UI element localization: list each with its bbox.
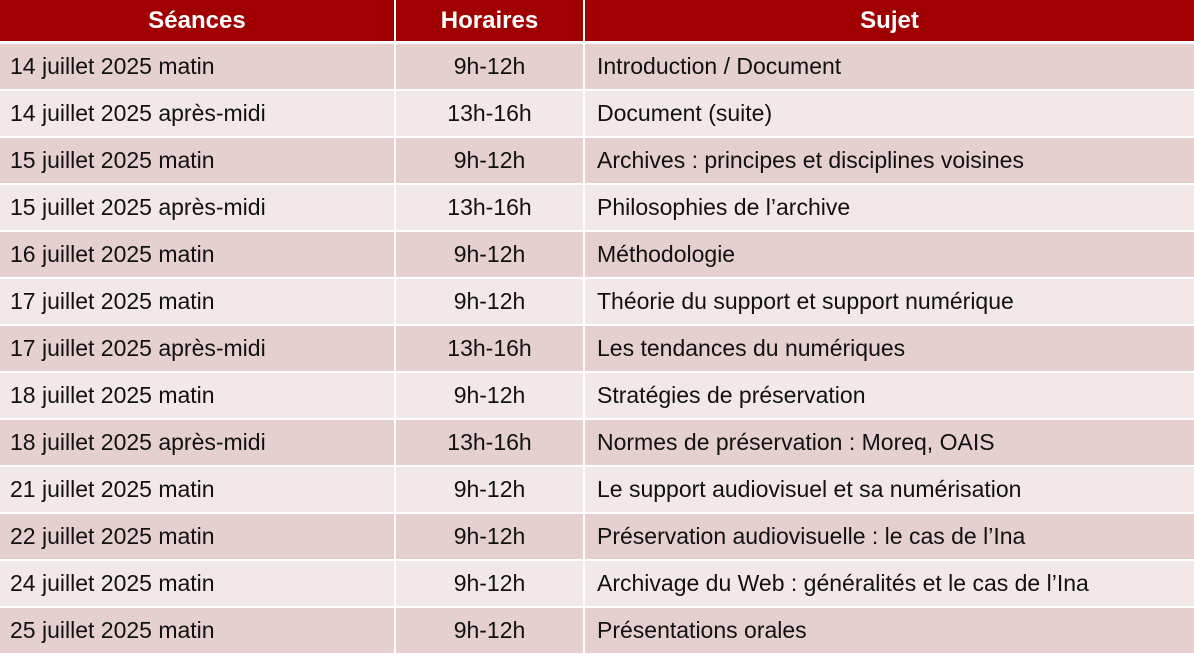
cell-sujet: Document (suite) bbox=[585, 91, 1194, 138]
cell-sujet: Philosophies de l’archive bbox=[585, 185, 1194, 232]
cell-horaire: 9h-12h bbox=[396, 44, 585, 91]
table-row bbox=[0, 138, 1194, 185]
cell-sujet: Introduction / Document bbox=[585, 44, 1194, 91]
table-row bbox=[0, 467, 1194, 514]
cell-sujet: Théorie du support et support numérique bbox=[585, 279, 1194, 326]
cell-sujet: Les tendances du numériques bbox=[585, 326, 1194, 373]
cell-seance: 24 juillet 2025 matin bbox=[0, 561, 396, 608]
cell-horaire: 9h-12h bbox=[396, 467, 585, 514]
cell-sujet: Présentations orales bbox=[585, 608, 1194, 655]
cell-seance: 21 juillet 2025 matin bbox=[0, 467, 396, 514]
cell-sujet: Archives : principes et disciplines voisines bbox=[585, 138, 1194, 185]
cell-sujet: Le support audiovisuel et sa numérisation bbox=[585, 467, 1194, 514]
table-header bbox=[0, 0, 1194, 44]
table-row bbox=[0, 91, 1194, 138]
cell-horaire: 9h-12h bbox=[396, 514, 585, 561]
cell-horaire: 9h-12h bbox=[396, 373, 585, 420]
cell-horaire: 13h-16h bbox=[396, 91, 585, 138]
header-seances: Séances bbox=[0, 0, 396, 44]
table-row bbox=[0, 373, 1194, 420]
cell-seance: 14 juillet 2025 matin bbox=[0, 44, 396, 91]
cell-horaire: 9h-12h bbox=[396, 138, 585, 185]
cell-seance: 25 juillet 2025 matin bbox=[0, 608, 396, 655]
cell-horaire: 13h-16h bbox=[396, 185, 585, 232]
cell-sujet: Méthodologie bbox=[585, 232, 1194, 279]
cell-sujet: Préservation audiovisuelle : le cas de l’Ina bbox=[585, 514, 1194, 561]
table-row bbox=[0, 608, 1194, 655]
cell-seance: 17 juillet 2025 matin bbox=[0, 279, 396, 326]
cell-seance: 15 juillet 2025 matin bbox=[0, 138, 396, 185]
cell-horaire: 9h-12h bbox=[396, 561, 585, 608]
cell-sujet: Stratégies de préservation bbox=[585, 373, 1194, 420]
cell-horaire: 13h-16h bbox=[396, 420, 585, 467]
table-row bbox=[0, 44, 1194, 91]
cell-horaire: 9h-12h bbox=[396, 232, 585, 279]
table-row bbox=[0, 561, 1194, 608]
cell-seance: 22 juillet 2025 matin bbox=[0, 514, 396, 561]
table-body bbox=[0, 44, 1194, 655]
cell-seance: 16 juillet 2025 matin bbox=[0, 232, 396, 279]
header-sujet: Sujet bbox=[585, 0, 1194, 44]
cell-horaire: 9h-12h bbox=[396, 279, 585, 326]
header-row bbox=[0, 0, 1194, 44]
cell-seance: 15 juillet 2025 après-midi bbox=[0, 185, 396, 232]
header-horaires: Horaires bbox=[396, 0, 585, 44]
cell-seance: 17 juillet 2025 après-midi bbox=[0, 326, 396, 373]
table-row bbox=[0, 420, 1194, 467]
cell-seance: 18 juillet 2025 après-midi bbox=[0, 420, 396, 467]
cell-sujet: Archivage du Web : généralités et le cas de l’Ina bbox=[585, 561, 1194, 608]
cell-seance: 18 juillet 2025 matin bbox=[0, 373, 396, 420]
table-row bbox=[0, 514, 1194, 561]
table-row bbox=[0, 232, 1194, 279]
cell-sujet: Normes de préservation : Moreq, OAIS bbox=[585, 420, 1194, 467]
cell-seance: 14 juillet 2025 après-midi bbox=[0, 91, 396, 138]
cell-horaire: 13h-16h bbox=[396, 326, 585, 373]
cell-horaire: 9h-12h bbox=[396, 608, 585, 655]
table-row bbox=[0, 279, 1194, 326]
table-row bbox=[0, 185, 1194, 232]
table-row bbox=[0, 326, 1194, 373]
